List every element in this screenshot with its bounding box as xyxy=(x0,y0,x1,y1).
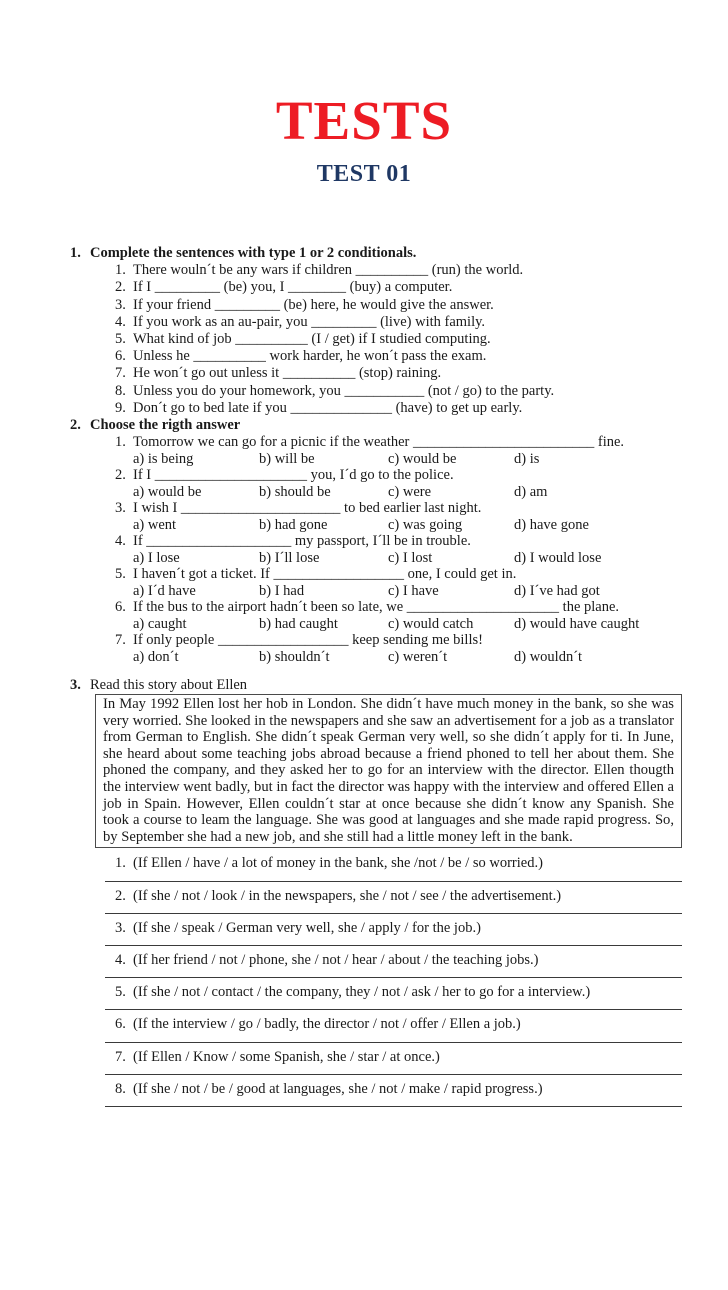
item-number: 7. xyxy=(115,632,126,649)
item-text: Don´t go to bed late if you ______________ (have) to get up early. xyxy=(133,399,523,416)
rewrite-item xyxy=(115,1081,682,1107)
section-3-heading xyxy=(70,677,682,694)
section-3-title: Read this story about Ellen xyxy=(90,677,248,694)
mc-question xyxy=(115,599,682,632)
question-text: Tomorrow we can go for a picnic if the weather _________________________ fine. xyxy=(133,434,625,451)
prompt-row xyxy=(115,855,682,872)
item-number: 5. xyxy=(115,566,126,583)
item-number: 4. xyxy=(115,533,126,550)
option-d: d) is xyxy=(514,450,540,467)
prompt-row xyxy=(115,920,682,937)
option-c: c) were xyxy=(388,483,432,500)
option-a: a) I´d have xyxy=(133,582,196,599)
question-row xyxy=(115,434,682,451)
answer-blank-line xyxy=(105,937,682,946)
item-number: 2. xyxy=(115,887,126,904)
options-row xyxy=(133,616,682,633)
item-number: 4. xyxy=(115,313,126,330)
exercise-item xyxy=(115,314,682,331)
question-row xyxy=(115,500,682,517)
section-1-number: 1. xyxy=(70,245,81,262)
prompt-text: (If Ellen / have / a lot of money in the bank, she /not / be / so worried.) xyxy=(133,855,543,872)
prompt-row xyxy=(115,1016,682,1033)
rewrite-item xyxy=(115,1049,682,1075)
question-text: I wish I ______________________ to bed earlier last night. xyxy=(133,500,482,517)
question-text: If the bus to the airport hadn´t been so late, we _____________________ the plane. xyxy=(133,599,620,616)
mc-question xyxy=(115,533,682,566)
prompt-row xyxy=(115,984,682,1001)
exercise-item xyxy=(115,297,682,314)
option-c: c) I have xyxy=(388,582,439,599)
answer-blank-line xyxy=(105,1098,682,1107)
option-a: a) would be xyxy=(133,483,202,500)
section-1-title: Complete the sentences with type 1 or 2 conditionals. xyxy=(90,245,417,262)
item-number: 1. xyxy=(115,262,126,279)
mc-question xyxy=(115,632,682,665)
options-row xyxy=(133,517,682,534)
test-document xyxy=(0,90,728,1107)
exercise-item xyxy=(115,262,682,279)
item-text: There wouln´t be any wars if children __________ (run) the world. xyxy=(133,262,524,279)
prompt-text: (If she / not / contact / the company, they / not / ask / her to go for a interview.) xyxy=(133,984,591,1001)
item-number: 7. xyxy=(115,1048,126,1065)
prompt-text: (If her friend / not / phone, she / not / hear / about / the teaching jobs.) xyxy=(133,951,539,968)
options-row xyxy=(133,451,682,468)
option-b: b) I had xyxy=(259,582,305,599)
option-a: a) is being xyxy=(133,450,194,467)
rewrite-item xyxy=(115,952,682,978)
option-a: a) I lose xyxy=(133,549,180,566)
item-number: 3. xyxy=(115,500,126,517)
answer-blank-line xyxy=(105,905,682,914)
question-row xyxy=(115,632,682,649)
prompt-row xyxy=(115,952,682,969)
document-subtitle: TEST 01 xyxy=(316,160,412,187)
document-body xyxy=(70,245,682,1107)
item-number: 6. xyxy=(115,599,126,616)
item-number: 3. xyxy=(115,296,126,313)
item-text: If you work as an au-pair, you _________ (live) with family. xyxy=(133,313,486,330)
rewrite-item xyxy=(115,1016,682,1042)
section-2-title: Choose the rigth answer xyxy=(90,417,241,434)
prompt-text: (If Ellen / Know / some Spanish, she / star / at once.) xyxy=(133,1048,440,1065)
rewrite-item xyxy=(115,984,682,1010)
prompt-text: (If she / not / be / good at languages, she / not / make / rapid progress.) xyxy=(133,1080,543,1097)
exercise-item xyxy=(115,331,682,348)
item-number: 1. xyxy=(115,434,126,451)
options-row xyxy=(133,583,682,600)
question-row xyxy=(115,467,682,484)
exercise-item xyxy=(115,365,682,382)
option-a: a) went xyxy=(133,516,177,533)
option-b: b) had caught xyxy=(259,615,338,632)
section-2-items xyxy=(115,434,682,665)
option-d: d) would have caught xyxy=(514,615,640,632)
option-d: d) have gone xyxy=(514,516,589,533)
item-number: 7. xyxy=(115,365,126,382)
section-1-items xyxy=(115,262,682,417)
option-d: d) am xyxy=(514,483,548,500)
option-b: b) I´ll lose xyxy=(259,549,320,566)
item-text: If your friend _________ (be) here, he would give the answer. xyxy=(133,296,494,313)
answer-blank-line xyxy=(105,1001,682,1010)
rewrite-item xyxy=(115,888,682,914)
prompt-text: (If she / not / look / in the newspapers, she / not / see / the advertisement.) xyxy=(133,887,562,904)
option-c: c) weren´t xyxy=(388,648,448,665)
item-number: 5. xyxy=(115,984,126,1001)
exercise-item xyxy=(115,279,682,296)
exercise-item xyxy=(115,348,682,365)
item-number: 4. xyxy=(115,951,126,968)
item-number: 5. xyxy=(115,331,126,347)
item-text: Unless he __________ work harder, he won´t pass the exam. xyxy=(133,348,487,365)
mc-question xyxy=(115,566,682,599)
item-number: 9. xyxy=(115,399,126,416)
section-3-number: 3. xyxy=(70,677,81,694)
exercise-item xyxy=(115,400,682,417)
prompt-text: (If the interview / go / badly, the director / not / offer / Ellen a job.) xyxy=(133,1016,521,1033)
rewrite-item xyxy=(115,855,682,881)
options-row xyxy=(133,550,682,567)
item-text: What kind of job __________ (I / get) if I studied computing. xyxy=(133,331,491,347)
prompt-row xyxy=(115,1081,682,1098)
item-number: 8. xyxy=(115,1080,126,1097)
item-number: 3. xyxy=(115,919,126,936)
mc-question xyxy=(115,434,682,467)
item-text: Unless you do your homework, you ___________ (not / go) to the party. xyxy=(133,382,555,399)
option-c: c) was going xyxy=(388,516,463,533)
option-b: b) will be xyxy=(259,450,315,467)
item-number: 1. xyxy=(115,855,126,872)
question-row xyxy=(115,599,682,616)
section-multiple-choice xyxy=(70,417,682,665)
question-text: I haven´t got a ticket. If __________________ one, I could get in. xyxy=(133,566,517,583)
section-1-heading xyxy=(70,245,682,262)
item-number: 2. xyxy=(115,279,126,296)
section-2-heading xyxy=(70,417,682,434)
option-d: d) I´ve had got xyxy=(514,582,600,599)
option-a: a) don´t xyxy=(133,648,179,665)
section-conditionals xyxy=(70,245,682,417)
section-reading xyxy=(70,677,682,1107)
option-c: c) would catch xyxy=(388,615,474,632)
question-text: If only people __________________ keep sending me bills! xyxy=(133,632,483,649)
prompt-row xyxy=(115,888,682,905)
option-b: b) should be xyxy=(259,483,331,500)
rewrite-item xyxy=(115,920,682,946)
answer-blank-line xyxy=(105,873,682,882)
question-text: If I _____________________ you, I´d go to the police. xyxy=(133,467,454,484)
section-2-number: 2. xyxy=(70,417,81,434)
item-text: If I _________ (be) you, I ________ (buy) a computer. xyxy=(133,279,453,296)
mc-question xyxy=(115,467,682,500)
options-row xyxy=(133,649,682,666)
option-a: a) caught xyxy=(133,615,187,632)
section-3-items xyxy=(115,855,682,1107)
option-d: d) I would lose xyxy=(514,549,602,566)
item-text: He won´t go out unless it __________ (stop) raining. xyxy=(133,365,442,382)
answer-blank-line xyxy=(105,969,682,978)
item-number: 2. xyxy=(115,467,126,484)
option-b: b) shouldn´t xyxy=(259,648,330,665)
answer-blank-line xyxy=(105,1034,682,1043)
item-number: 6. xyxy=(115,348,126,365)
option-b: b) had gone xyxy=(259,516,328,533)
item-number: 8. xyxy=(115,382,126,399)
document-title: TESTS xyxy=(275,90,453,151)
prompt-row xyxy=(115,1049,682,1066)
mc-question xyxy=(115,500,682,533)
option-c: c) I lost xyxy=(388,549,433,566)
reading-passage: In May 1992 Ellen lost her hob in London. She didn´t have much money in the bank, so she was very worried. She looked in the newspapers and she saw an advertisement for a job as a translator from German to English. She didn´t speak German very well, so she didn´t apply for ti. In June, she heard about some teaching jobs abroad because a friend phoned to tell her about them. She phoned the company, and they asked her to go for an interview with the director. Ellen thougth the interview went badly, but in fact the director was happy with the interview and offered Ellen a job in Spain. However, Ellen couldn´t star at once because she didn´t know any Spanish. She took a course to leam the language. She was good at languages and she made rapid progress. So, by September she had a new job, and she still had a little money left in the bank. xyxy=(95,694,682,848)
answer-blank-line xyxy=(105,1066,682,1075)
options-row xyxy=(133,484,682,501)
question-text: If ____________________ my passport, I´ll be in trouble. xyxy=(133,533,471,550)
question-row xyxy=(115,533,682,550)
option-c: c) would be xyxy=(388,450,457,467)
item-number: 6. xyxy=(115,1016,126,1033)
exercise-item xyxy=(115,383,682,400)
prompt-text: (If she / speak / German very well, she / apply / for the job.) xyxy=(133,919,481,936)
question-row xyxy=(115,566,682,583)
option-d: d) wouldn´t xyxy=(514,648,583,665)
